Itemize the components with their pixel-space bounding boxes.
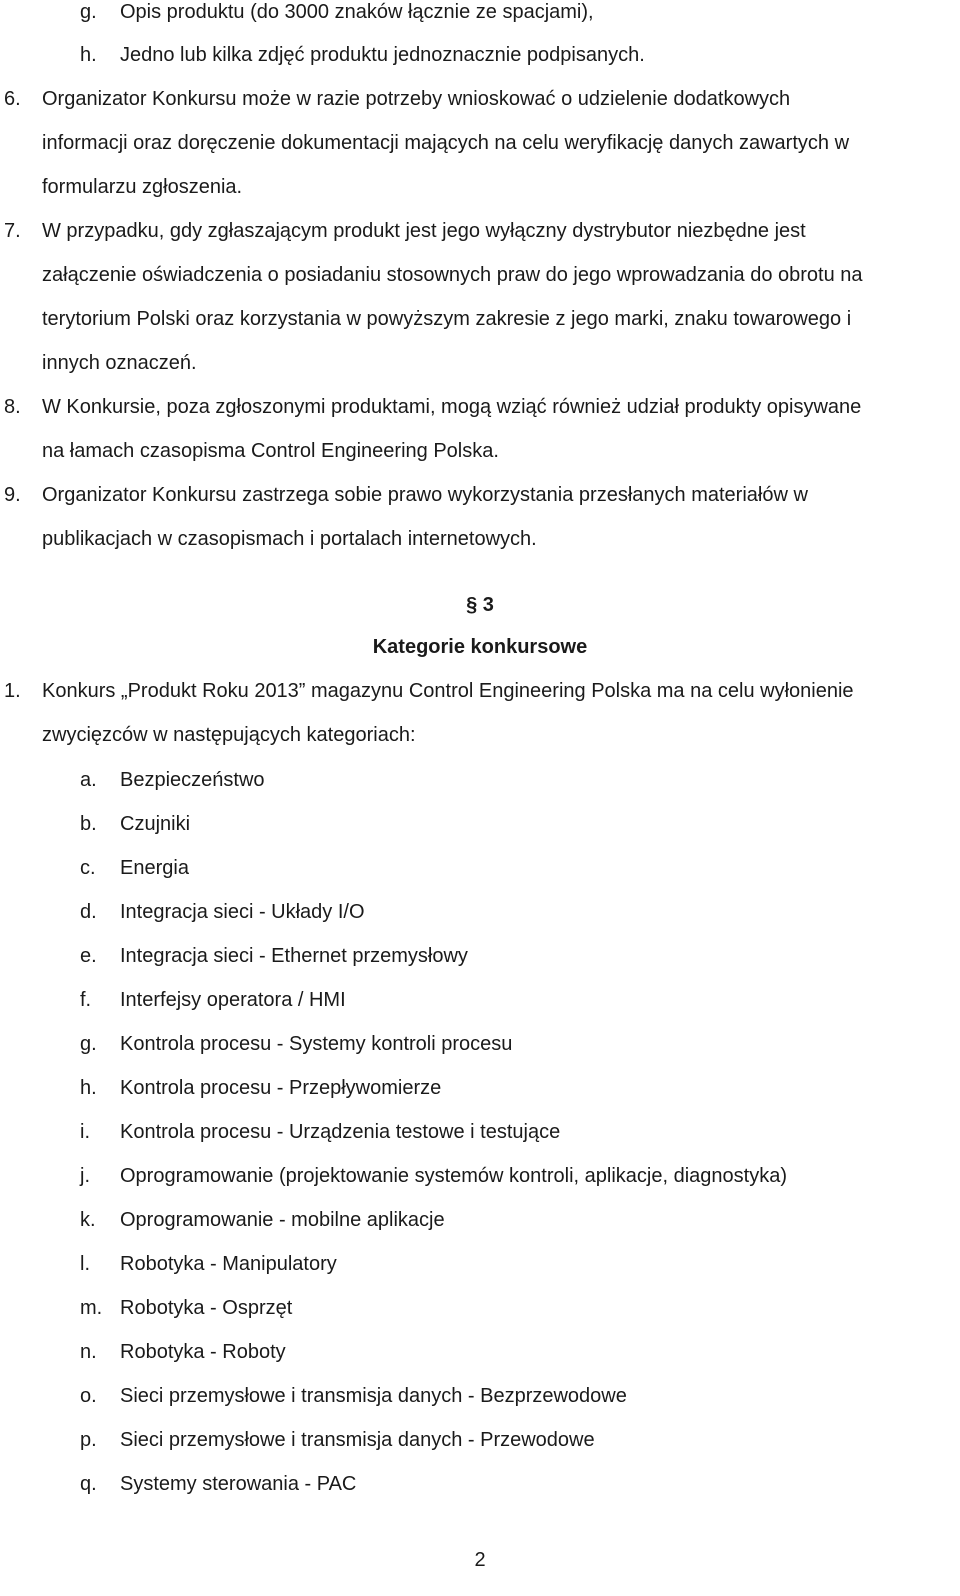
list-item-text: Jedno lub kilka zdjęć produktu jednoznacznie podpisanych. — [120, 44, 645, 66]
paragraph-text: W przypadku, gdy zgłaszającym produkt jest jego wyłączny dystrybutor niezbędne jest — [42, 220, 806, 242]
category-item — [0, 853, 960, 883]
list-marker: l. — [80, 1253, 90, 1275]
paragraph-7-line-1 — [0, 216, 960, 246]
category-text: Robotyka - Roboty — [120, 1341, 286, 1363]
paragraph-text: Konkurs „Produkt Roku 2013” magazynu Control Engineering Polska ma na celu wyłonienie — [42, 680, 854, 702]
category-item — [0, 809, 960, 839]
list-marker: a. — [80, 769, 97, 791]
list-item-text: Opis produktu (do 3000 znaków łącznie ze spacjami), — [120, 1, 594, 23]
list-marker: h. — [80, 44, 97, 66]
paragraph-k1-line-1 — [0, 676, 960, 706]
paragraph-text: publikacjach w czasopismach i portalach internetowych. — [42, 528, 537, 550]
category-text: Kontrola procesu - Systemy kontroli procesu — [120, 1033, 513, 1055]
paragraph-text: Organizator Konkursu może w razie potrzeby wnioskować o udzielenie dodatkowych — [42, 88, 791, 110]
paragraph-text: formularzu zgłoszenia. — [42, 176, 243, 198]
category-item — [0, 1337, 960, 1367]
paragraph-6-line-2 — [0, 128, 960, 158]
category-item — [0, 1029, 960, 1059]
category-text: Robotyka - Manipulatory — [120, 1253, 337, 1275]
list-marker: h. — [80, 1077, 97, 1099]
category-text: Oprogramowanie (projektowanie systemów kontroli, aplikacje, diagnostyka) — [120, 1165, 787, 1187]
list-marker: 7. — [4, 220, 21, 242]
list-marker: c. — [80, 857, 96, 879]
page-number: 2 — [474, 1549, 486, 1571]
paragraph-text: W Konkursie, poza zgłoszonymi produktami, mogą wziąć również udział produkty opisywane — [42, 396, 862, 418]
category-item — [0, 897, 960, 927]
paragraph-text: na łamach czasopisma Control Engineering Polska. — [42, 440, 499, 462]
list-marker: g. — [80, 1, 97, 23]
list-marker: 1. — [4, 680, 21, 702]
list-marker: 8. — [4, 396, 21, 418]
category-item — [0, 985, 960, 1015]
paragraph-8-line-1 — [0, 392, 960, 422]
category-text: Kontrola procesu - Urządzenia testowe i testujące — [120, 1121, 561, 1143]
paragraph-6-line-3 — [0, 172, 960, 202]
list-marker: e. — [80, 945, 97, 967]
paragraph-7-line-3 — [0, 304, 960, 334]
category-text: Oprogramowanie - mobilne aplikacje — [120, 1209, 445, 1231]
category-text: Sieci przemysłowe i transmisja danych - Bezprzewodowe — [120, 1385, 627, 1407]
category-text: Kontrola procesu - Przepływomierze — [120, 1077, 442, 1099]
category-text: Bezpieczeństwo — [120, 769, 265, 791]
list-marker: n. — [80, 1341, 97, 1363]
list-item-g-top — [0, 0, 960, 27]
section-number: § 3 — [466, 594, 494, 616]
list-marker: d. — [80, 901, 97, 923]
list-marker: 6. — [4, 88, 21, 110]
category-item — [0, 1469, 960, 1499]
category-text: Interfejsy operatora / HMI — [120, 989, 346, 1011]
paragraph-9-line-2 — [0, 524, 960, 554]
list-marker: i. — [80, 1121, 90, 1143]
list-marker: b. — [80, 813, 97, 835]
paragraph-k1-line-2 — [0, 720, 960, 750]
list-marker: j. — [80, 1165, 90, 1187]
category-item — [0, 1293, 960, 1323]
list-marker: m. — [80, 1297, 103, 1319]
list-marker: g. — [80, 1033, 97, 1055]
list-item-h-top — [0, 40, 960, 70]
paragraph-text: innych oznaczeń. — [42, 352, 197, 374]
paragraph-text: zwycięzców w następujących kategoriach: — [42, 724, 416, 746]
list-marker: q. — [80, 1473, 97, 1495]
paragraph-text: załączenie oświadczenia o posiadaniu stosownych praw do jego wprowadzania do obrotu na — [42, 264, 863, 286]
list-marker: p. — [80, 1429, 97, 1451]
paragraph-8-line-2 — [0, 436, 960, 466]
paragraph-7-line-2 — [0, 260, 960, 290]
category-item — [0, 941, 960, 971]
category-text: Robotyka - Osprzęt — [120, 1297, 293, 1319]
category-text: Systemy sterowania - PAC — [120, 1473, 357, 1495]
section-title: Kategorie konkursowe — [372, 636, 588, 658]
paragraph-text: terytorium Polski oraz korzystania w powyższym zakresie z jego marki, znaku towarowego i — [42, 308, 852, 330]
paragraph-7-line-4 — [0, 348, 960, 378]
category-item — [0, 1073, 960, 1103]
paragraph-text: Organizator Konkursu zastrzega sobie prawo wykorzystania przesłanych materiałów w — [42, 484, 808, 506]
category-item — [0, 1205, 960, 1235]
category-item — [0, 1161, 960, 1191]
paragraph-6-line-1 — [0, 84, 960, 114]
category-item — [0, 1249, 960, 1279]
list-marker: f. — [80, 989, 92, 1011]
category-item — [0, 765, 960, 795]
category-text: Czujniki — [120, 813, 191, 835]
paragraph-text: informacji oraz doręczenie dokumentacji mających na celu weryfikację danych zawartych w — [42, 132, 850, 154]
category-text: Energia — [120, 857, 189, 879]
category-text: Integracja sieci - Układy I/O — [120, 901, 365, 923]
category-item — [0, 1425, 960, 1455]
list-marker: o. — [80, 1385, 97, 1407]
category-text: Sieci przemysłowe i transmisja danych - Przewodowe — [120, 1429, 595, 1451]
paragraph-9-line-1 — [0, 480, 960, 510]
category-item — [0, 1381, 960, 1411]
category-text: Integracja sieci - Ethernet przemysłowy — [120, 945, 468, 967]
list-marker: k. — [80, 1209, 96, 1231]
list-marker: 9. — [4, 484, 21, 506]
category-item — [0, 1117, 960, 1147]
